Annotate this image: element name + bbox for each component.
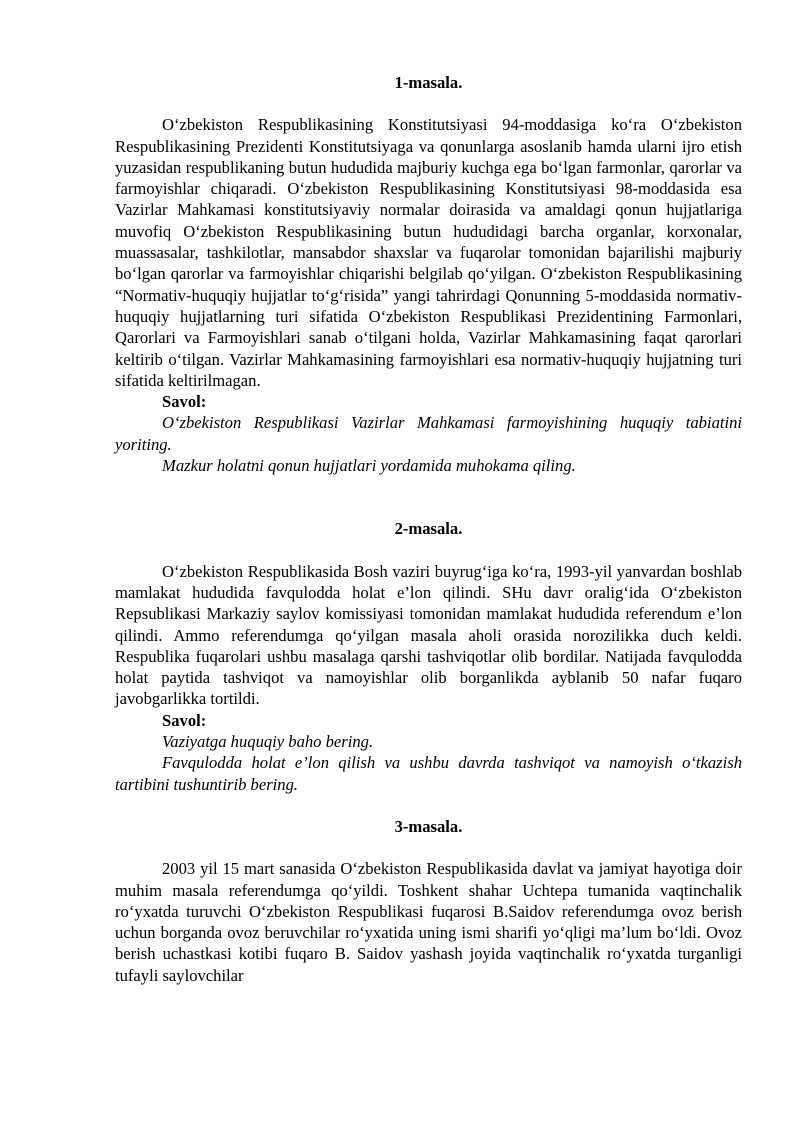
section-2-savol-label: Savol: <box>162 710 207 730</box>
section-1-question-2: Mazkur holatni qonun hujjatlari yordamida muhokama qiling. <box>162 456 576 476</box>
section-2-question-1: Vaziyatga huquqiy baho bering. <box>162 732 374 752</box>
section-1-savol-label: Savol: <box>162 392 207 412</box>
section-1-question-1: O‘zbekiston Respublikasi Vazirlar Mahkamasi farmoyishining huquqiy tabiatini yoriting. <box>115 413 742 454</box>
document-page <box>115 72 742 986</box>
section-1-body: O‘zbekiston Respublikasining Konstitutsiyasi 94-moddasiga ko‘ra O‘zbekiston Respublikasining Prezidenti Konstitutsiyaga va qonunlarga asoslanib hamda ularni ijro etish yuzasidan respublikaning butun hududida majburiy kuchga ega bo‘lgan farmonlar, qarorlar va farmoyishlar chiqaradi. O‘zbekiston Respublikasining Konstitutsiyasi 98-moddasida esa Vazirlar Mahkamasi konstitutsiyaviy normalar doirasida va amaldagi qonun hujjatlariga muvofiq O‘zbekiston Respublikasining butun hududidagi barcha organlar, korxonalar, muassasalar, tashkilotlar, mansabdor shaxslar va fuqarolar tomonidan bajarilishi majburiy bo‘lgan qarorlar va farmoyishlar chiqarishi belgilab qo‘yilgan. O‘zbekiston Respublikasining “Normativ-huquqiy hujjatlar to‘g‘risida” yangi tahrirdagi Qonunning 5-moddasida normativ-huquqiy hujjatlarning turi sifatida O‘zbekiston Respublikasi Prezidentining Farmonlari, Qarorlari va Farmoyishlari sanab o‘tilgani holda, Vazirlar Mahkamasining faqat qarorlari keltirib o‘tilgan. Vazirlar Mahkamasining farmoyishlari esa normativ-huquqiy hujjatning turi sifatida keltirilmagan. <box>115 115 742 390</box>
section-3-heading: 3-masala. <box>394 816 463 836</box>
section-2-heading: 2-masala. <box>394 519 463 539</box>
section-2-question-2: Favqulodda holat e’lon qilish va ushbu davrda tashviqot va namoyish o‘tkazish tartibini tushuntirib bering. <box>115 753 742 794</box>
section-1-heading: 1-masala. <box>394 73 463 92</box>
section-2-body: O‘zbekiston Respublikasida Bosh vaziri buyrug‘iga ko‘ra, 1993-yil yanvardan boshlab mamlakat hududida favqulodda holat e’lon qilindi. SHu davr oralig‘ida O‘zbekiston Repsublikasi Markaziy saylov komissiyasi tomonidan mamlakat hududida referendum e’lon qilindi. Ammo referendumga qo‘yilgan masala aholi orasida norozilikka duch keldi. Respublika fuqarolari ushbu masalaga qarshi tashviqotlar olib bordilar. Natijada favqulodda holat paytida tashviqot va namoyishlar olib borganlikda ayblanib 50 nafar fuqaro javobgarlikka tortildi. <box>115 561 742 709</box>
section-3-body: 2003 yil 15 mart sanasida O‘zbekiston Respublikasida davlat va jamiyat hayotiga doir muhim masala referendumga qo‘yildi. Toshkent shahar Uchtepa tumanida vaqtinchalik ro‘yxatda turuvchi O‘zbekiston Respublikasi fuqarosi B.Saidov referendumga ovoz berish uchun borganda ovoz beruvchilar ro‘yxatida uning ismi sharifi yo‘qligi ma’lum bo‘ldi. Ovoz berish uchastkasi kotibi fuqaro B. Saidov yashash joyida vaqtinchalik ro‘yxatda turganligi tufayli saylovchilar <box>115 859 742 985</box>
